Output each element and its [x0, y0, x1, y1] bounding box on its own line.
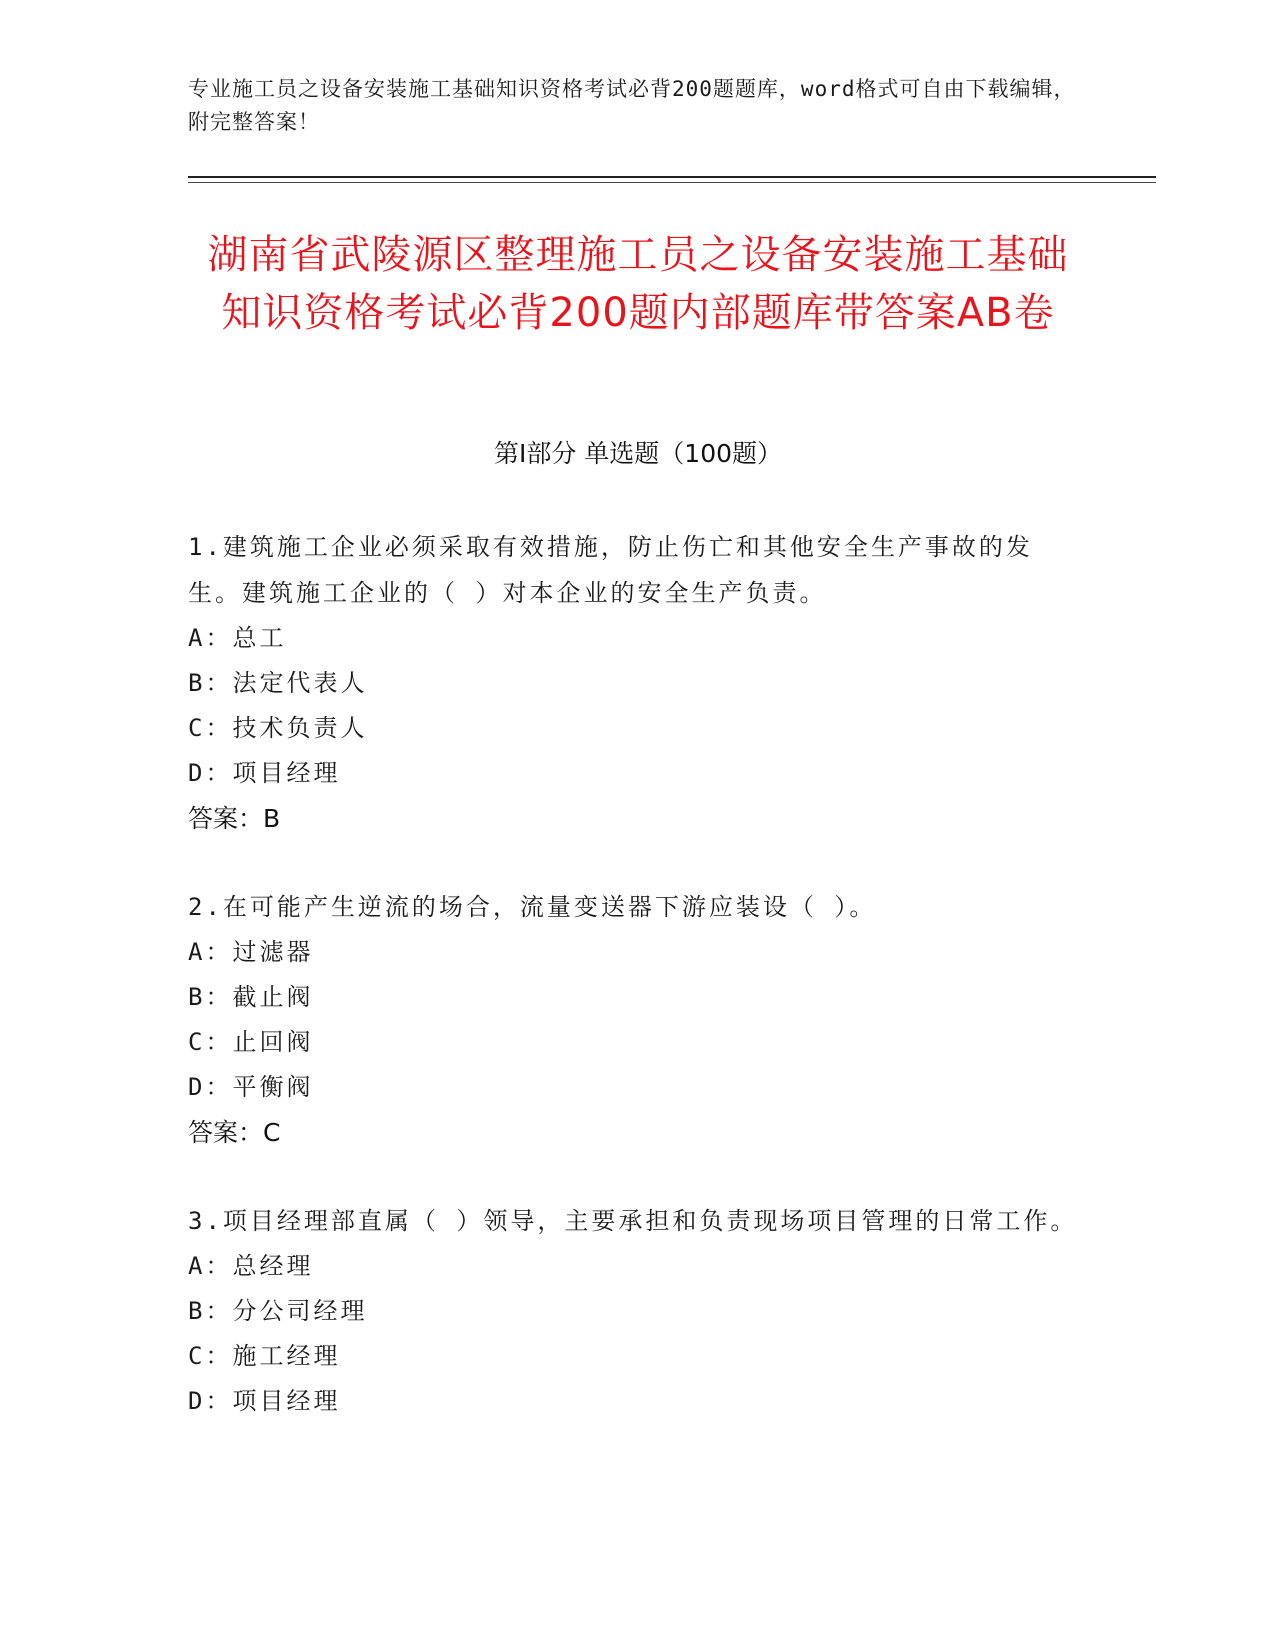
option-d: D：项目经理: [188, 759, 341, 787]
option-a: A：总工: [188, 624, 287, 652]
question-2: [188, 884, 1078, 1156]
option-a: A：总经理: [188, 1252, 314, 1280]
option-b: B：分公司经理: [188, 1297, 368, 1325]
question-stem: 1.建筑施工企业必须采取有效措施，防止伤亡和其他安全生产事故的发生。建筑施工企业的（ ）对本企业的安全生产负责。: [188, 533, 1033, 607]
question-3: [188, 1198, 1078, 1424]
question-stem: 2.在可能产生逆流的场合，流量变送器下游应装设（ ）。: [188, 893, 877, 921]
answer: 答案：C: [188, 1118, 281, 1147]
question-1: [188, 524, 1078, 842]
question-list: [188, 524, 1078, 1466]
option-c: C：止回阀: [188, 1028, 314, 1056]
document-title: 湖南省武陵源区整理施工员之设备安装施工基础知识资格考试必背200题内部题库带答案AB卷: [207, 232, 1069, 336]
header-divider-thick: [188, 176, 1156, 178]
option-d: D：项目经理: [188, 1387, 341, 1415]
header-divider-thin: [188, 182, 1156, 183]
option-b: B：截止阀: [188, 983, 314, 1011]
answer: 答案：B: [188, 804, 281, 833]
section-title: 第Ⅰ部分 单选题（100题）: [493, 439, 783, 468]
header-note: 专业施工员之设备安装施工基础知识资格考试必背200题题库，word格式可自由下载编辑，附完整答案！: [188, 77, 1076, 134]
option-b: B：法定代表人: [188, 669, 368, 697]
question-stem: 3.项目经理部直属（ ）领导，主要承担和负责现场项目管理的日常工作。: [188, 1207, 1078, 1235]
option-d: D：平衡阀: [188, 1073, 314, 1101]
option-c: C：施工经理: [188, 1342, 341, 1370]
option-a: A：过滤器: [188, 938, 314, 966]
option-c: C：技术负责人: [188, 714, 368, 742]
